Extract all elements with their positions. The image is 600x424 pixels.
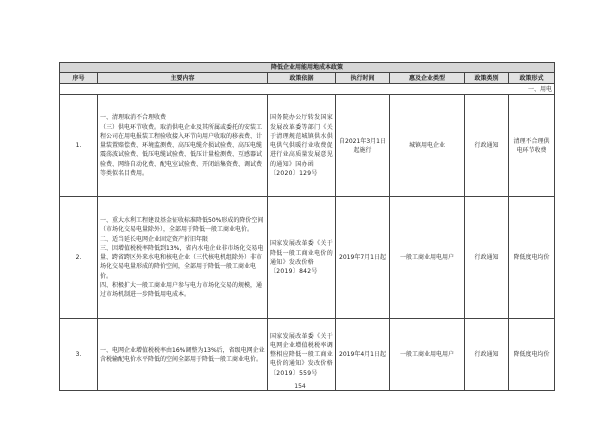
row-content — [98, 197, 268, 319]
header-content: 主要内容 — [98, 73, 268, 84]
content-paragraph: 一、重大水利工程建设基金征收标准降低50%形成的降价空间（市场化交易电量除外），全部用于降低一般工商业电价。 — [100, 216, 264, 234]
table-row — [60, 197, 555, 319]
row-form: 降低度电均价 — [509, 197, 555, 319]
row-enterprise: 一般工商业用电用户 — [390, 319, 465, 391]
table-title-row — [60, 63, 555, 73]
header-no: 序号 — [60, 73, 98, 84]
content-paragraph: 一、电网企业增值税税率由16%调整为13%后，省级电网企业含税输配电价水平降低的空间全部用于降低一般工商业电价。 — [100, 346, 265, 363]
page-number: 154 — [294, 383, 306, 390]
row-enterprise: 一般工商业用电用户 — [390, 197, 465, 319]
header-form: 政策形式 — [509, 73, 555, 84]
content-paragraph: 四、积极扩大一般工商业用户参与电力市场化交易的规模，通过市场机制进一步降低用电成本。 — [100, 282, 263, 299]
content-paragraph: 一、清理取消不合理收费 — [100, 114, 167, 122]
header-enterprise: 惠及企业类型 — [390, 73, 465, 84]
header-time: 执行时间 — [336, 73, 390, 84]
table-header-row — [60, 73, 555, 84]
table-row — [60, 95, 555, 197]
row-time: 2019年7月1日起 — [336, 197, 390, 319]
row-form: 清理不合理供电环节收费 — [509, 95, 555, 197]
row-time: 自2021年3月1日起施行 — [336, 95, 390, 197]
row-content — [98, 319, 268, 391]
row-basis: 国家发展改革委《关于电网企业增值税税率调整相应降低一般工商业电价的通知》发改价格〔2019〕559号 — [268, 319, 336, 391]
policy-table — [59, 62, 555, 391]
content-paragraph: 二、适当延长电网企业固定资产折旧年限 — [100, 235, 209, 243]
row-time: 2019年4月1日起 — [336, 319, 390, 391]
row-category: 行政通知 — [465, 319, 509, 391]
table-title: 降低企业用能用地成本政策 — [60, 63, 555, 73]
row-form: 降低度电均价 — [509, 319, 555, 391]
row-category: 行政通知 — [465, 95, 509, 197]
content-paragraph: 三、因增值税税率降低到13%，省内水电企业非市场化交易电量、跨省跨区外来水电和核电企业（三代核电机组除外）非市场化交易电量形成的降价空间，全部用于降低一般工商业电价。 — [100, 244, 264, 280]
content-paragraph: （三）供电环节收费。取消供电企业及其所属或委托的安装工程公司在用电报装工程验收接入环节向用户收取的移表费、计量装置赔偿费、环境监测费、高压电缆介损试验费、高压电缆震荡波试验费、低压电缆试验费、低压计量检测费、互感器试验费、网络自动化费、配电室试验费、开闭站集资费、调试费等类似名目费用。 — [100, 123, 263, 178]
row-no: 2. — [60, 197, 98, 319]
row-content — [98, 95, 268, 197]
row-basis: 国务院办公厅转发国家发展改革委等部门《关于清理规范城镇供水供电供气供暖行业收费促进行业高质量发展意见的通知》国办函〔2020〕129号 — [268, 95, 336, 197]
row-enterprise: 城镇用电企业 — [390, 95, 465, 197]
header-basis: 政策依据 — [268, 73, 336, 84]
row-no: 1. — [60, 95, 98, 197]
row-no: 3. — [60, 319, 98, 391]
section-row — [60, 84, 555, 95]
row-basis: 国家发展改革委《关于降低一般工商业电价的通知》发改价格〔2019〕842号 — [268, 197, 336, 319]
section-title: 一、用电 — [60, 84, 555, 95]
header-category: 政策类别 — [465, 73, 509, 84]
table-row — [60, 319, 555, 391]
row-category: 行政通知 — [465, 197, 509, 319]
